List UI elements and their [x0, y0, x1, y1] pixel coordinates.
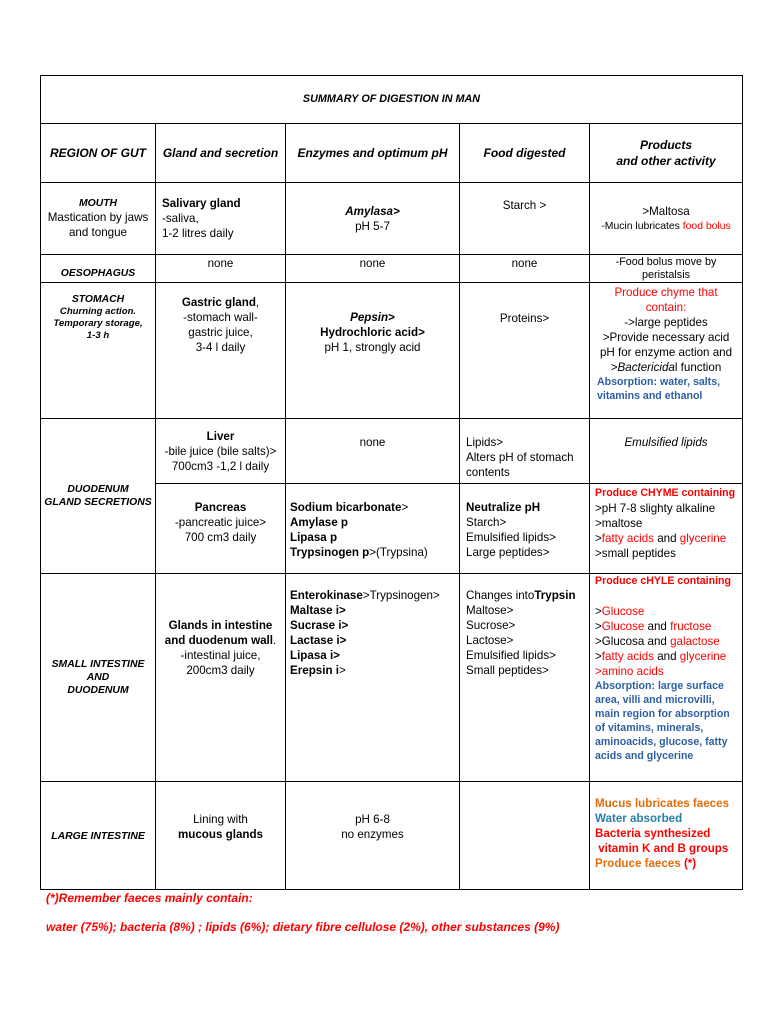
small-int-food-cell — [460, 574, 590, 782]
stomach-gland-1 — [159, 295, 282, 310]
pancreas-food-3: Emulsified lipids> — [466, 531, 556, 544]
large-int-gland-cell — [156, 782, 286, 890]
large-int-prod-4: vitamin K and B groups — [595, 842, 729, 855]
small-int-region-3: DUODENUM — [67, 685, 129, 696]
pancreas-enz-1a: Sodium bicarbonate — [290, 501, 402, 514]
pancreas-food-4: Large peptides> — [466, 546, 550, 559]
liver-gland-cell — [156, 419, 286, 484]
small-int-abs-5: aminoacids, glucose, fatty — [595, 736, 728, 748]
small-int-abs-6: acids and glycerine — [595, 750, 694, 762]
stomach-gland-1a: Gastric gland — [181, 296, 256, 309]
small-int-prod-6: >amino acids — [595, 665, 664, 678]
large-int-prod-3: Bacteria synthesized — [595, 827, 711, 840]
pancreas-gland-cell — [156, 484, 286, 574]
small-int-abs-1: large surface — [655, 680, 724, 692]
liver-prod: Emulsified lipids — [624, 436, 708, 449]
oesophagus-food-cell — [460, 255, 590, 283]
pancreas-prod-4c: and — [653, 532, 680, 545]
small-int-enz-6a: Erepsin i — [290, 664, 339, 677]
small-int-enzyme-cell — [286, 574, 460, 782]
liver-3: 700cm3 -1,2 l daily — [171, 459, 270, 473]
stomach-enzyme-cell — [286, 283, 460, 419]
header-products — [590, 124, 743, 183]
large-int-products-cell — [590, 782, 743, 890]
pancreas-enzyme-cell — [286, 484, 460, 574]
digestion-summary-table — [40, 75, 743, 890]
oesophagus-gland-cell — [156, 255, 286, 283]
table-row-oesophagus — [41, 255, 743, 283]
stomach-enzyme-1a: Pepsin — [350, 311, 389, 324]
large-int-enz-1: pH 6-8 — [355, 813, 390, 826]
small-int-enz-6b: > — [338, 664, 346, 677]
stomach-abs-1: water, salts, — [657, 376, 721, 388]
stomach-gland-cell — [156, 283, 286, 419]
mouth-prod-2 — [593, 219, 739, 234]
small-int-food-3: Sucrose> — [466, 619, 516, 632]
liver-products-cell — [590, 419, 743, 484]
stomach-prod-5: pH for enzyme action and — [599, 346, 733, 359]
pancreas-food-1: Neutralize pH — [466, 501, 541, 514]
liver-enzyme: none — [359, 436, 386, 449]
stomach-prod-6a: > — [610, 361, 618, 374]
small-int-prod-5d: glycerine — [679, 650, 727, 663]
large-int-region-cell — [41, 782, 156, 890]
mouth-food: Starch > — [502, 199, 547, 212]
small-int-enz-1b: >Trypsinogen> — [362, 589, 440, 602]
small-int-prod-3a: > — [595, 620, 602, 633]
small-int-gland-cell — [156, 574, 286, 782]
small-int-gland-4: 200cm3 daily — [186, 664, 255, 677]
stomach-region-cell — [41, 283, 156, 419]
stomach-products-cell — [590, 283, 743, 419]
header-products-line2: and other activity — [616, 154, 716, 168]
pancreas-food-2: Starch> — [466, 516, 507, 529]
oesophagus-region-cell — [41, 255, 156, 283]
stomach-food-cell — [460, 283, 590, 419]
mouth-gland-3: 1-2 litres daily — [162, 227, 234, 240]
small-int-prod-4a: >Glucosa and — [595, 635, 671, 648]
stomach-enzyme-3: pH 1, strongly acid — [324, 341, 421, 354]
liver-enzyme-cell — [286, 419, 460, 484]
table-row-mouth — [41, 183, 743, 255]
small-int-gland-1: Glands in intestine — [168, 619, 273, 632]
small-int-gland-2a: and duodenum wall — [164, 634, 273, 647]
liver-food-cell — [460, 419, 590, 484]
stomach-food: Proteins> — [499, 312, 550, 325]
small-int-prod-2b: Glucose — [601, 605, 645, 618]
small-int-spacer — [595, 589, 739, 604]
mouth-gland-2: -saliva, — [162, 212, 199, 225]
small-int-food-6: Small peptides> — [466, 664, 549, 677]
small-int-prod-5c: and — [653, 650, 680, 663]
pancreas-products-cell — [590, 484, 743, 574]
pancreas-enz-2: Amylase p — [290, 516, 348, 529]
small-int-enz-6 — [290, 663, 456, 678]
small-int-prod-5b: fatty acids — [601, 650, 654, 663]
stomach-enzyme-1b: > — [388, 311, 395, 324]
pancreas-prod-1: Produce CHYME containing — [595, 487, 736, 499]
header-region: REGION OF GUT — [41, 124, 156, 183]
pancreas-enz-4 — [290, 545, 456, 560]
oesophagus-enzyme: none — [359, 257, 386, 270]
header-gland: Gland and secretion — [156, 124, 286, 183]
mouth-sub-2: and tongue — [68, 226, 128, 239]
small-int-enz-3: Sucrase i> — [290, 619, 349, 632]
stomach-enzyme-2: Hydrochloric acid> — [320, 326, 425, 339]
stomach-gland-2: -stomach wall- — [183, 311, 258, 324]
oesophagus-enzyme-cell — [286, 255, 460, 283]
stomach-prod-2: contain: — [645, 301, 687, 314]
oesophagus-prod-1: -Food bolus move by — [615, 255, 717, 268]
stomach-region: STOMACH — [71, 294, 125, 305]
small-int-gland-3: -intestinal juice, — [180, 649, 261, 662]
small-int-region-2: AND — [86, 672, 110, 683]
duodenum-region-cell — [41, 419, 156, 574]
pancreas-prod-4d: glycerine — [679, 532, 727, 545]
large-int-prod-5 — [595, 856, 739, 871]
stomach-gland-4: 3-4 l daily — [195, 341, 246, 354]
small-int-prod-3d: fructose — [670, 620, 712, 633]
small-int-food-4: Lactose> — [466, 634, 514, 647]
pancreas-prod-4 — [595, 531, 739, 546]
small-int-prod-1: Produce cHYLE containing — [595, 575, 731, 587]
small-int-prod-5a: > — [595, 650, 602, 663]
oesophagus-region: OESOPHAGUS — [60, 268, 136, 279]
mouth-prod-1: >Maltosa — [642, 204, 690, 218]
large-int-food-cell — [460, 782, 590, 890]
pancreas-enz-4b: >(Trypsina) — [369, 546, 428, 559]
liver-food-2: Alters pH of stomach — [466, 451, 574, 464]
small-int-prod-3 — [595, 619, 739, 634]
stomach-absorption-1 — [593, 375, 739, 389]
mouth-region: MOUTH — [78, 198, 118, 209]
table-row-large-intestine — [41, 782, 743, 890]
stomach-sub-1: Churning action. — [59, 306, 137, 317]
small-int-food-1 — [466, 588, 586, 603]
table-row-duodenum-liver — [41, 419, 743, 484]
title-row — [41, 76, 743, 124]
stomach-gland-3: gastric juice, — [188, 326, 253, 339]
small-int-prod-3c: and — [644, 620, 671, 633]
pancreas-2: -pancreatic juice> — [174, 516, 267, 529]
pancreas-enz-1 — [290, 500, 456, 515]
large-int-gland-2: mucous glands — [177, 828, 264, 841]
pancreas-prod-5: >small peptides — [595, 547, 676, 560]
duodenum-region-1: DUODENUM — [67, 484, 129, 495]
small-int-prod-2a: > — [595, 605, 602, 618]
oesophagus-gland: none — [207, 257, 234, 270]
pancreas-1: Pancreas — [194, 501, 247, 514]
faeces-note-composition: water (75%); bacteria (8%) ; lipids (6%); dietary fibre cellulose (2%), other substances (9%) — [46, 920, 560, 934]
small-int-prod-5 — [595, 649, 739, 664]
small-int-food-5: Emulsified lipids> — [466, 649, 556, 662]
small-int-gland-2b: . — [272, 634, 277, 647]
pancreas-prod-4b: fatty acids — [601, 532, 654, 545]
small-int-enz-2: Maltase i> — [290, 604, 346, 617]
small-int-abs-label: Absorption: — [595, 680, 656, 692]
small-int-enz-1 — [290, 588, 456, 603]
header-food: Food digested — [460, 124, 590, 183]
pancreas-3: 700 cm3 daily — [184, 531, 257, 544]
faeces-note-heading: (*)Remember faeces mainly contain: — [46, 891, 253, 905]
pancreas-enz-1b: > — [401, 501, 409, 514]
small-int-absorption-1 — [595, 679, 739, 693]
mouth-food-cell — [460, 183, 590, 255]
small-int-prod-4 — [595, 634, 739, 649]
oesophagus-prod-2: peristalsis — [642, 268, 691, 281]
mouth-gland-1: Salivary gland — [162, 197, 241, 210]
stomach-enzyme-1 — [289, 310, 456, 325]
mouth-gland-cell — [156, 183, 286, 255]
duodenum-region-2: GLAND SECRETIONS — [44, 497, 152, 508]
small-int-food-1b: Trypsin — [534, 589, 576, 602]
header-products-line1: Products — [640, 138, 693, 152]
small-int-gland-2 — [159, 633, 282, 648]
pancreas-prod-3: >maltose — [595, 517, 643, 530]
small-int-abs-3: main region for absorption — [595, 708, 730, 720]
large-int-gland-1: Lining with — [193, 813, 248, 826]
mouth-prod-2b: food bolus — [682, 220, 731, 232]
large-int-prod-5a: Produce faeces — [595, 857, 684, 870]
mouth-sub-1: Mastication by jaws — [47, 211, 149, 224]
header-enzymes: Enzymes and optimum pH — [286, 124, 460, 183]
small-intestine-region-cell — [41, 574, 156, 782]
mouth-products-cell — [590, 183, 743, 255]
stomach-prod-3: ->large peptides — [624, 316, 708, 329]
mouth-prod-2a: -Mucin lubricates — [601, 220, 683, 232]
oesophagus-food: none — [511, 257, 538, 270]
mouth-enzyme-cell — [286, 183, 460, 255]
stomach-gland-1b: , — [255, 296, 260, 309]
stomach-prod-6c: l function — [674, 361, 722, 374]
liver-1: Liver — [206, 429, 235, 443]
stomach-sub-3: 1-3 h — [86, 330, 110, 341]
pancreas-enz-3: Lipasa p — [290, 531, 338, 544]
small-int-enz-1a: Enterokinase — [290, 589, 363, 602]
pancreas-enz-4a: Trypsinogen p — [290, 546, 370, 559]
large-int-enz-2: no enzymes — [341, 828, 404, 841]
oesophagus-products-cell — [590, 255, 743, 283]
small-int-food-2: Maltose> — [466, 604, 514, 617]
pancreas-food-cell — [460, 484, 590, 574]
mouth-enzyme-2: pH 5-7 — [355, 219, 390, 233]
stomach-sub-2: Temporary storage, — [53, 318, 143, 329]
small-int-abs-4: of vitamins, minerals, — [595, 722, 704, 734]
small-int-abs-2: area, villi and microvilli, — [595, 694, 715, 706]
large-int-region: LARGE INTESTINE — [51, 831, 145, 842]
stomach-prod-6 — [593, 360, 739, 375]
small-int-enz-5: Lipasa i> — [290, 649, 340, 662]
stomach-prod-1: Produce chyme that — [614, 286, 718, 299]
table-row-stomach — [41, 283, 743, 419]
small-int-enz-4: Lactase i> — [290, 634, 347, 647]
large-int-prod-1: Mucus lubricates faeces — [595, 797, 730, 810]
small-int-products-cell — [590, 574, 743, 782]
large-int-prod-2: Water absorbed — [595, 812, 683, 825]
table-row-small-intestine — [41, 574, 743, 782]
small-int-region-1: SMALL INTESTINE — [51, 659, 145, 670]
stomach-abs-2: vitamins and ethanol — [597, 390, 703, 402]
small-int-food-1a: Changes into — [466, 589, 535, 602]
liver-2: -bile juice (bile salts)> — [164, 444, 277, 458]
stomach-prod-4: >Provide necessary acid — [602, 331, 730, 344]
large-int-enzyme-cell — [286, 782, 460, 890]
small-int-prod-2 — [595, 604, 739, 619]
small-int-prod-3b: Glucose — [601, 620, 645, 633]
small-int-prod-4b: galactose — [670, 635, 720, 648]
stomach-abs-label: Absorption: — [597, 376, 658, 388]
pancreas-prod-2: >pH 7-8 slighty alkaline — [595, 502, 716, 515]
mouth-region-cell — [41, 183, 156, 255]
stomach-prod-6b: Bactericida — [617, 361, 675, 374]
header-row — [41, 124, 743, 183]
table-title: SUMMARY OF DIGESTION IN MAN — [41, 76, 743, 124]
pancreas-prod-4a: > — [595, 532, 602, 545]
large-int-prod-5b: (*) — [683, 857, 697, 870]
liver-food-1: Lipids> — [466, 436, 504, 449]
liver-food-3: contents — [466, 466, 510, 479]
mouth-enzyme-1: Amylasa> — [345, 204, 400, 218]
